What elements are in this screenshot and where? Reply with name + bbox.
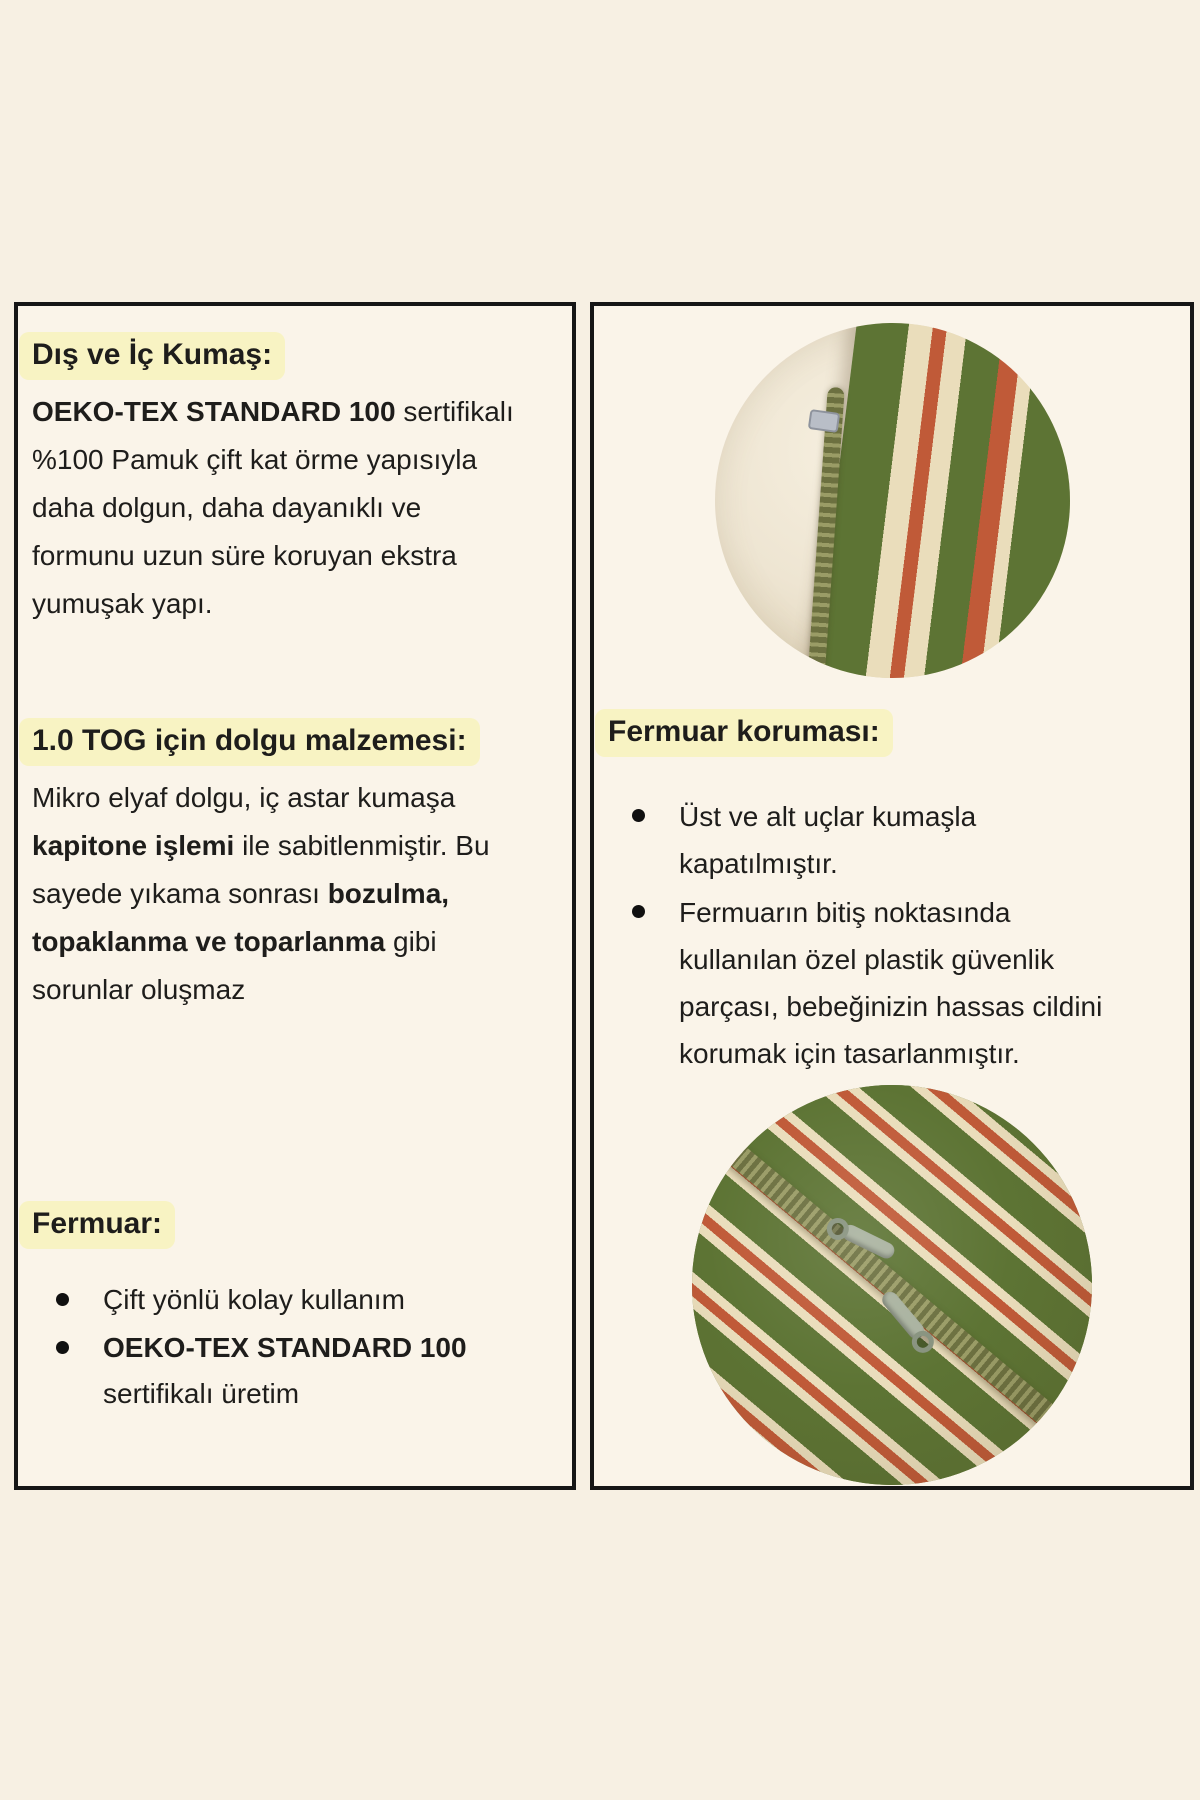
zipper-protection-heading-highlight: Fermuar koruması: [595,709,893,757]
fabric-section-heading [32,332,558,380]
zipper-top-stop-photo [715,323,1070,678]
zipper-section-heading [32,1201,558,1249]
bullet-dot-icon [56,1293,69,1306]
filling-heading-highlight: 1.0 TOG için dolgu malzemesi: [19,718,480,766]
section-filling [32,718,558,1014]
section-zipper [32,1201,558,1417]
zipper-top-stop [807,409,839,433]
list-item-text: Fermuarın bitiş noktasında kullanılan özel plastik güvenlik parçası, bebeğinizin hassas cildini korumak için tasarlanmıştır. [679,897,1103,1069]
striped-fabric-swatch [805,323,1070,678]
section-fabric [32,332,558,628]
fabric-info-panel [14,302,576,1490]
list-item [608,889,1176,1077]
list-item [32,1277,558,1323]
list-item [608,793,1176,887]
list-item-text: Çift yönlü kolay kullanım [103,1284,405,1315]
filling-section-heading [32,718,558,766]
list-item-text: OEKO-TEX STANDARD 100 sertifikalı üretim [103,1332,467,1409]
bullet-dot-icon [632,905,645,918]
list-item-text: Üst ve alt uçlar kumaşla kapatılmıştır. [679,801,977,879]
list-item [32,1325,558,1417]
zipper-protection-list [608,793,1176,1077]
bullet-dot-icon [632,809,645,822]
zipper-double-pull-photo [692,1085,1092,1485]
zipper-protection-heading [608,709,1176,757]
fabric-heading-highlight: Dış ve İç Kumaş: [19,332,285,380]
zipper-protection-panel [590,302,1194,1490]
filling-description-text: Mikro elyaf dolgu, iç astar kumaşa kapitone işlemi ile sabitlenmiştir. Bu sayede yıkama sonrası bozulma, topaklanma ve toparlanma gibi sorunlar oluşmaz [32,782,490,1005]
fabric-description-text: OEKO-TEX STANDARD 100 sertifikalı %100 Pamuk çift kat örme yapısıyla daha dolgun, daha dayanıklı ve formunu uzun süre koruyan ekstra yumuşak yapı. [32,396,514,619]
zipper-feature-list [32,1277,558,1417]
bullet-dot-icon [56,1341,69,1354]
zipper-heading-highlight: Fermuar: [19,1201,175,1249]
photo-shading-overlay [692,1085,1092,1485]
